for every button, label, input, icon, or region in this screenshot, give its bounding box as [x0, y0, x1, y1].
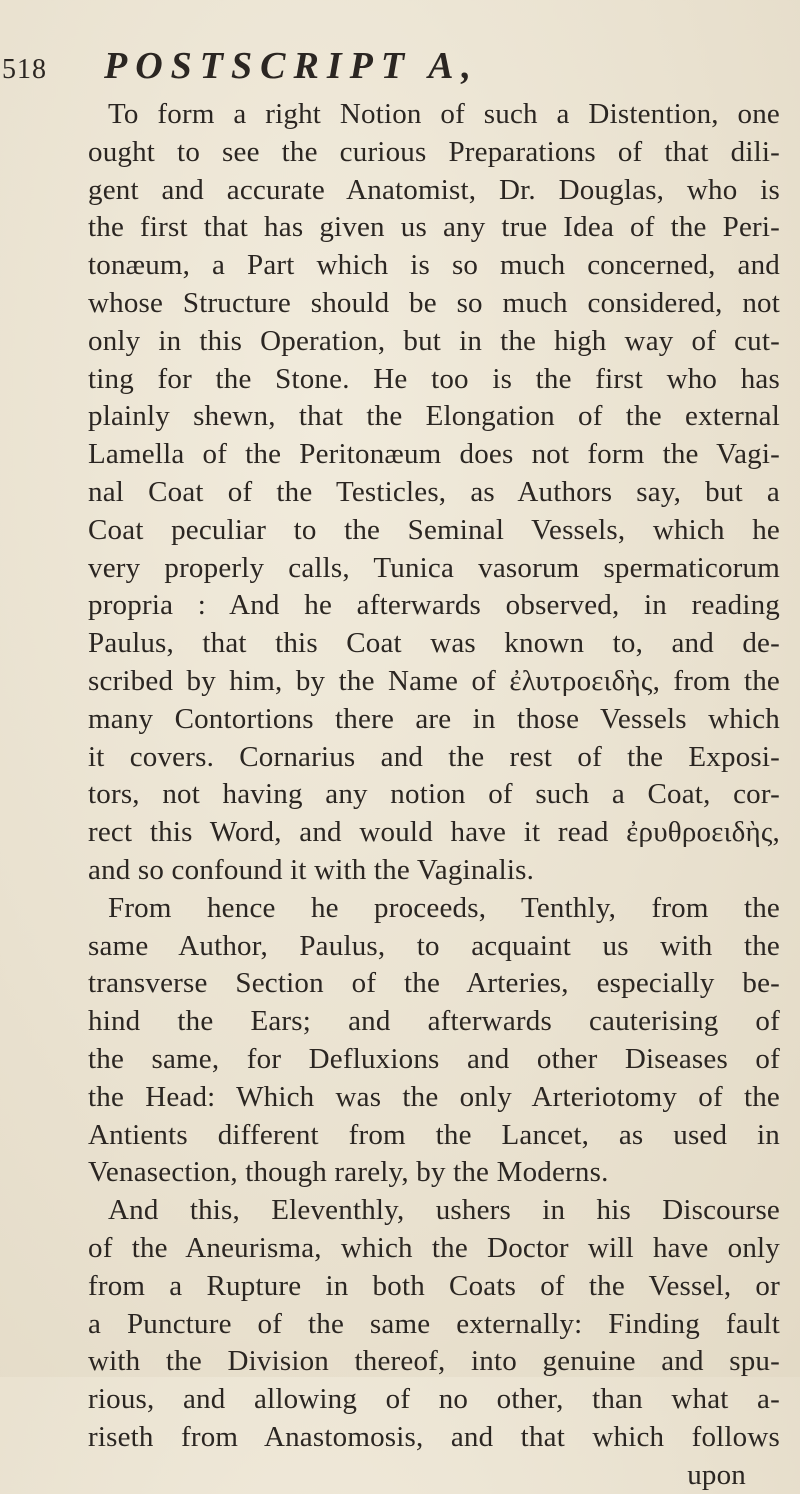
text-line	[88, 1079, 780, 1117]
line-text: And this, Eleventhly, ushers in his Discourse	[108, 1194, 780, 1227]
line-text: same Author, Paulus, to acquaint us with the	[88, 929, 780, 962]
text-line	[88, 512, 780, 550]
text-line	[88, 965, 780, 1003]
text-line	[88, 739, 780, 777]
line-text: whose Structure should be so much considered, not	[88, 286, 780, 319]
line-text: it covers. Cornarius and the rest of the Exposi-	[88, 740, 780, 773]
text-line	[88, 1192, 780, 1230]
catchword	[88, 1457, 780, 1494]
catchword-text: upon	[687, 1458, 746, 1491]
line-text: only in this Operation, but in the high way of cut-	[88, 324, 780, 357]
text-line	[88, 1419, 780, 1457]
body-text	[88, 96, 780, 1494]
line-text: the first that has given us any true Idea of the Peri-	[88, 211, 780, 244]
text-line	[88, 1343, 780, 1381]
line-text: propria : And he afterwards observed, in reading	[88, 589, 780, 622]
text-line	[88, 1041, 780, 1079]
text-line	[88, 1003, 780, 1041]
text-line	[88, 209, 780, 247]
text-line	[88, 625, 780, 663]
text-line	[88, 247, 780, 285]
text-line	[88, 814, 780, 852]
line-text: the Head: Which was the only Arteriotomy of the	[88, 1080, 780, 1113]
text-line	[88, 1268, 780, 1306]
text-line	[88, 1154, 780, 1192]
line-text: from a Rupture in both Coats of the Vessel, or	[88, 1269, 780, 1302]
line-text: tors, not having any notion of such a Coat, cor-	[88, 778, 780, 811]
text-line	[88, 323, 780, 361]
text-line	[88, 1117, 780, 1155]
line-text: a Puncture of the same externally: Finding fault	[88, 1307, 780, 1340]
line-text: plainly shewn, that the Elongation of the external	[88, 400, 780, 433]
line-text: many Contortions there are in those Vessels which	[88, 702, 780, 735]
text-line	[88, 398, 780, 436]
text-line	[88, 96, 780, 134]
text-line	[88, 361, 780, 399]
text-line	[88, 1230, 780, 1268]
line-text: nal Coat of the Testicles, as Authors say, but a	[88, 475, 780, 508]
text-line	[88, 587, 780, 625]
line-text: gent and accurate Anatomist, Dr. Douglas, who is	[88, 173, 780, 206]
text-line	[88, 890, 780, 928]
line-text: ting for the Stone. He too is the first who has	[88, 362, 780, 395]
line-text: very properly calls, Tunica vasorum spermaticorum	[88, 551, 780, 584]
text-line	[88, 1381, 780, 1419]
line-text: rect this Word, and would have it read ἐρυθροειδὴς,	[88, 816, 780, 849]
text-line	[88, 172, 780, 210]
line-text: rious, and allowing of no other, than what a-	[88, 1383, 780, 1416]
line-text: riseth from Anastomosis, and that which follows	[88, 1420, 780, 1453]
line-text: the same, for Defluxions and other Diseases of	[88, 1042, 780, 1075]
line-text: transverse Section of the Arteries, especially be-	[88, 967, 780, 1000]
text-line	[88, 550, 780, 588]
page-number: 518	[2, 54, 47, 85]
text-line	[88, 134, 780, 172]
line-text: From hence he proceeds, Tenthly, from the	[108, 891, 780, 924]
text-line	[88, 928, 780, 966]
line-text: of the Aneurisma, which the Doctor will have only	[88, 1231, 780, 1264]
running-head: POSTSCRIPT A,	[104, 45, 479, 87]
text-line	[88, 1306, 780, 1344]
line-text: Lamella of the Peritonæum does not form the Vagi-	[88, 438, 780, 471]
text-line	[88, 285, 780, 323]
line-text: Coat peculiar to the Seminal Vessels, which he	[88, 513, 780, 546]
text-line	[88, 474, 780, 512]
line-text: hind the Ears; and afterwards cauterising of	[88, 1005, 780, 1038]
line-text: and so confound it with the Vaginalis.	[88, 853, 535, 886]
text-line	[88, 701, 780, 739]
text-line	[88, 663, 780, 701]
line-text: Paulus, that this Coat was known to, and de-	[88, 627, 780, 660]
line-text: Venasection, though rarely, by the Moderns.	[88, 1156, 609, 1189]
line-text: tonæum, a Part which is so much concerned, and	[88, 249, 780, 282]
line-text: ought to see the curious Preparations of that dili-	[88, 135, 780, 168]
text-line	[88, 436, 780, 474]
line-text: To form a right Notion of such a Distention, one	[108, 98, 780, 130]
text-line	[88, 776, 780, 814]
line-text: scribed by him, by the Name of ἐλυτροειδὴς, from the	[88, 664, 780, 697]
text-line	[88, 852, 780, 890]
line-text: Antients different from the Lancet, as used in	[88, 1118, 780, 1151]
line-text: with the Division thereof, into genuine and spu-	[88, 1345, 780, 1378]
